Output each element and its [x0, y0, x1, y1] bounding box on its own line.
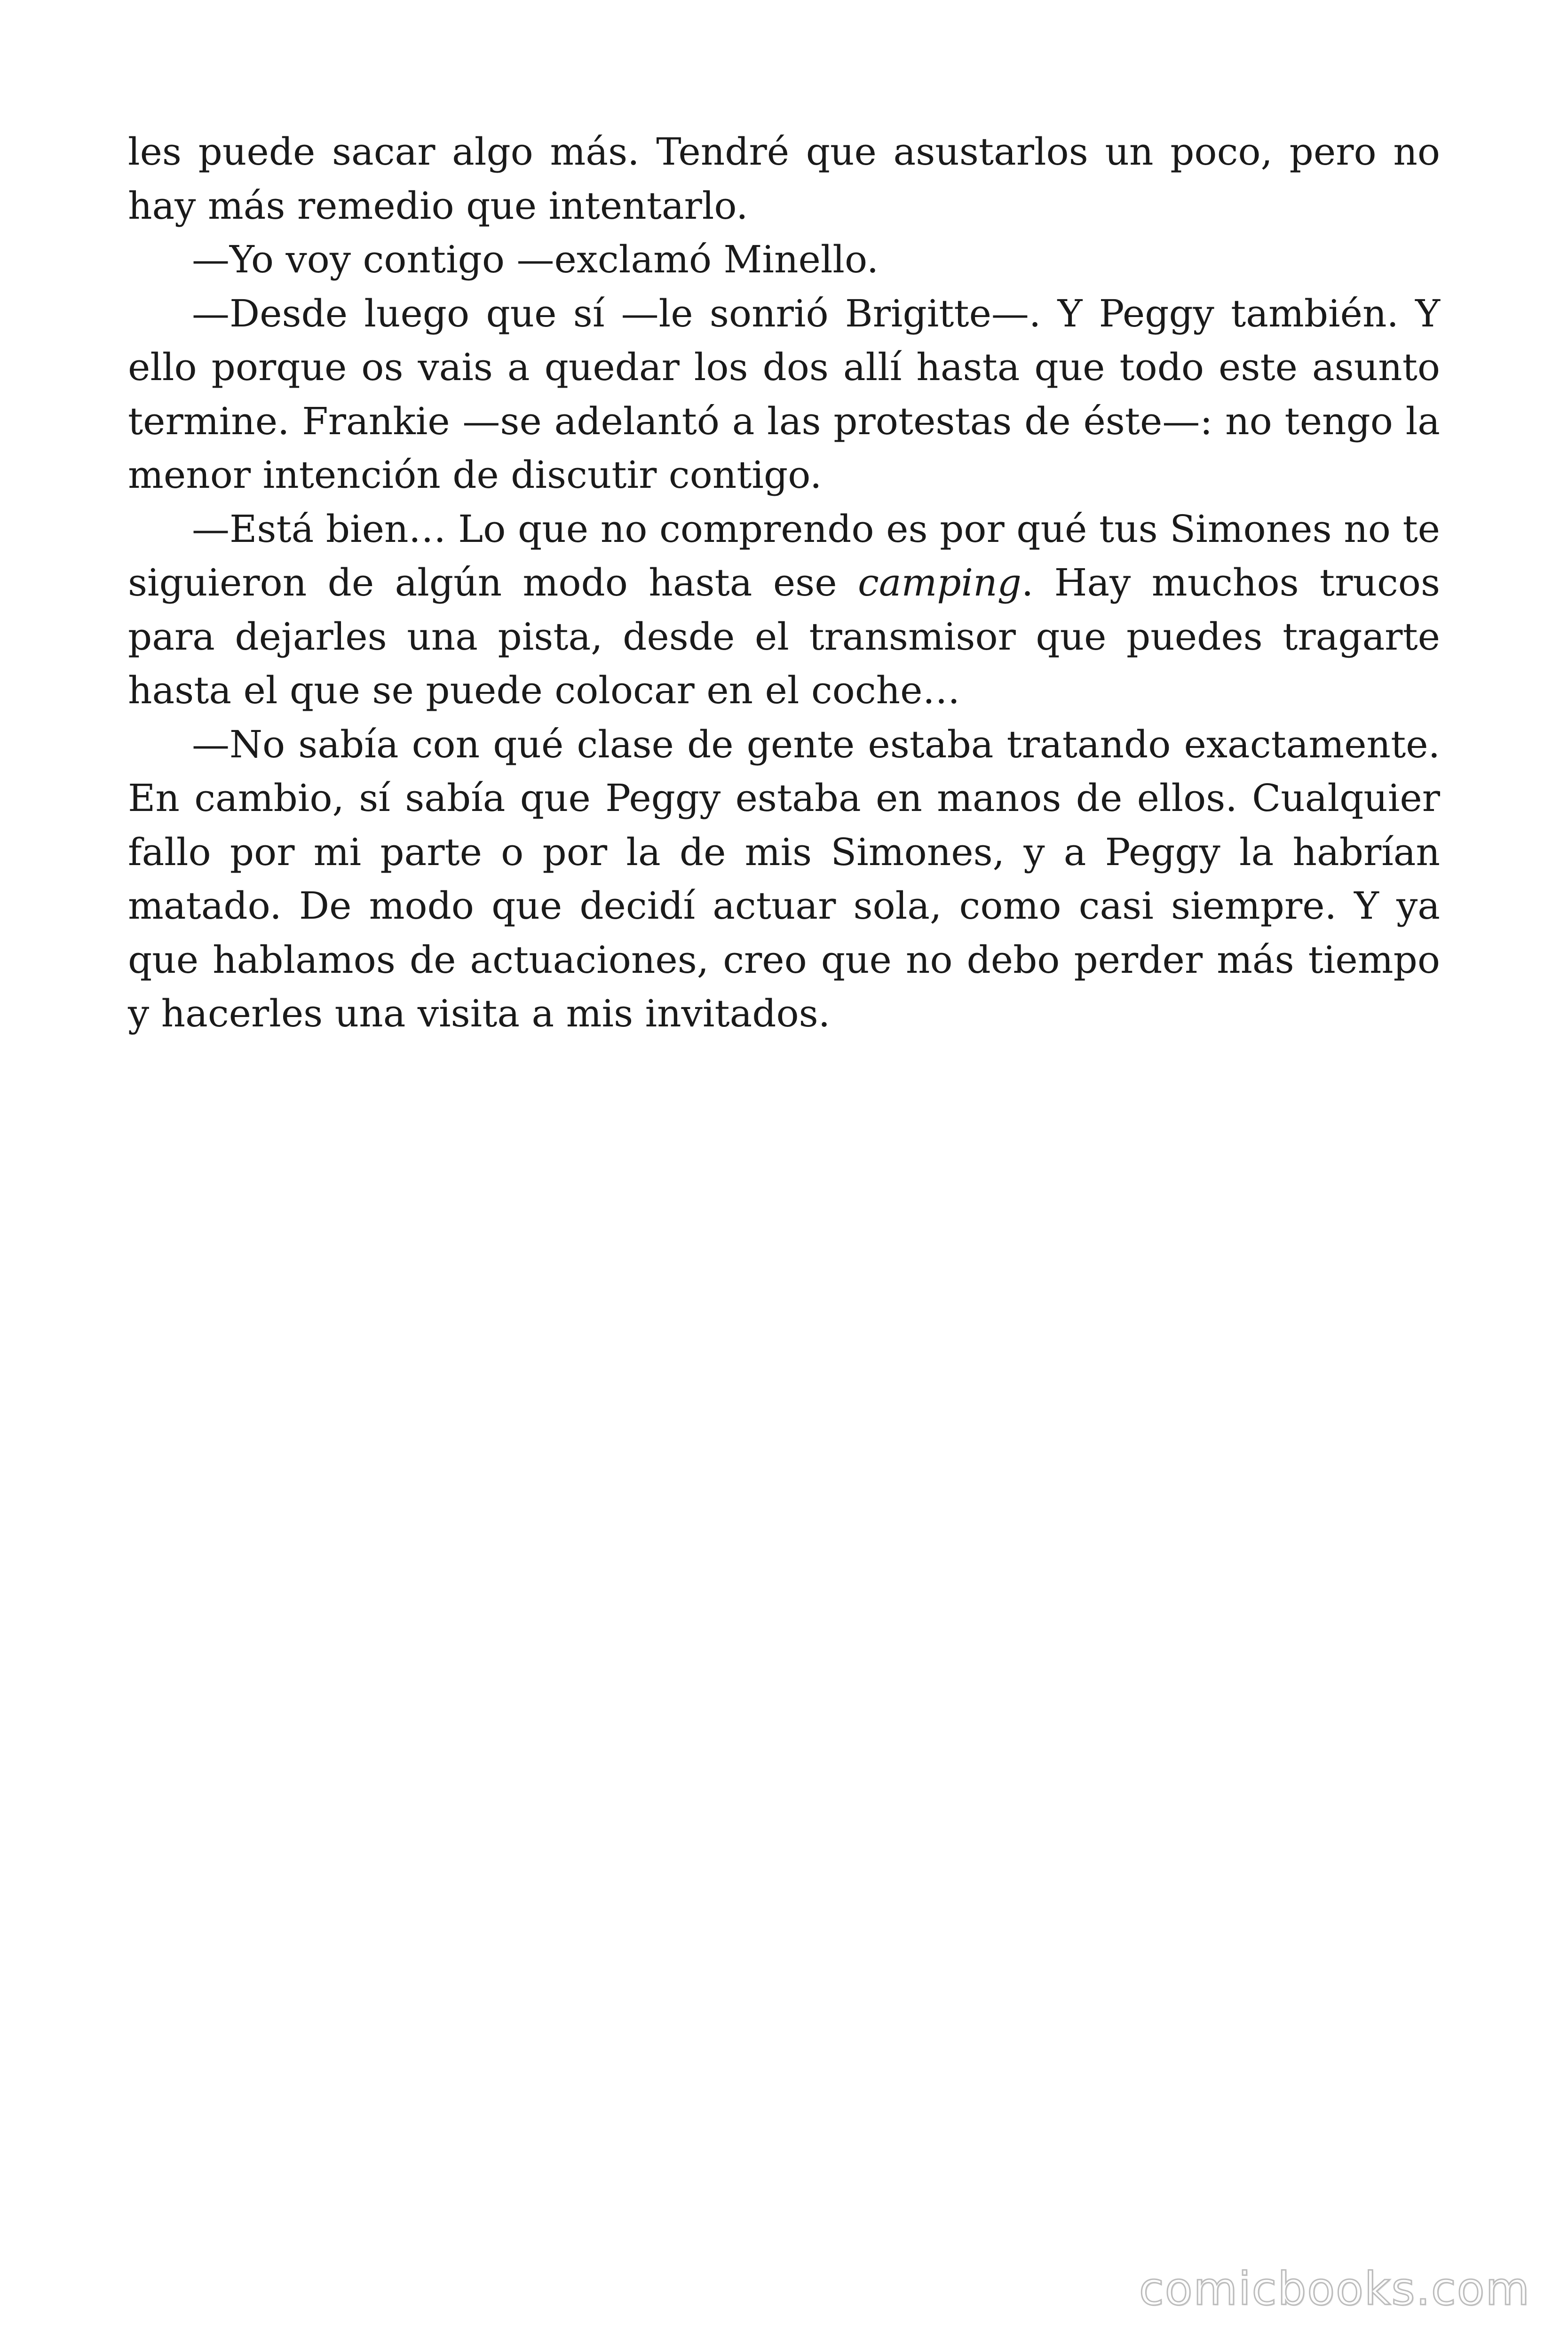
paragraph-text-part: —Está bien… Lo que no comprendo es por qué tus Simones no te siguieron de algún modo hasta ese [128, 507, 1440, 604]
paragraph-dialogue-frankie [128, 502, 1440, 718]
watermark-text: comicbooks.com [1139, 2263, 1530, 2315]
body-text [128, 125, 1440, 1041]
paragraph-dialogue-minello: —Yo voy contigo —exclamó Minello. [192, 238, 879, 281]
italic-word: camping [857, 561, 1022, 604]
paragraph-continuation: les puede sacar algo más. Tendré que asustarlos un poco, pero no hay más remedio que intentarlo. [128, 130, 1440, 228]
paragraph-text-part: . Hay muchos trucos para dejarles una pista, desde el transmisor que puedes tragarte hasta el que se puede colocar en el coche… [128, 561, 1440, 712]
paragraph-dialogue-brigitte-reply: —No sabía con qué clase de gente estaba tratando exactamente. En cambio, sí sabía que Peggy estaba en manos de ellos. Cualquier fallo por mi parte o por la de mis Simones, y a Peggy la habrían matado. De modo que decidí actuar sola, como casi siempre. Y ya que hablamos de actuaciones, creo que no debo perder más tiempo y hacerles una visita a mis invitados. [128, 722, 1440, 1035]
paragraph-dialogue-brigitte: —Desde luego que sí —le sonrió Brigitte—. Y Peggy también. Y ello porque os vais a quedar los dos allí hasta que todo este asunto termine. Frankie —se adelantó a las protestas de éste—: no tengo la menor intención de discutir contigo. [128, 291, 1440, 497]
